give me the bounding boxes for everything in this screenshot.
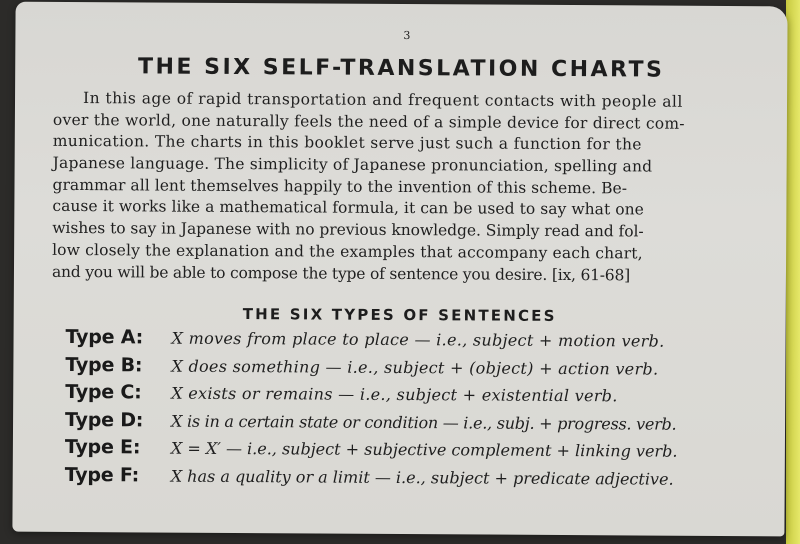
paragraph-line: grammar all lent themselves happily to the invention of this scheme. Be- [52,175,628,198]
intro-paragraph [52,88,771,288]
page-title: THE SIX SELF-TRANSLATION CHARTS [137,54,665,83]
type-label: Type D: [65,408,144,431]
type-row-e [65,436,785,468]
paragraph-line: wishes to say in Japanese with no previous knowledge. Simply read and fol- [52,219,644,241]
type-label: Type A: [65,325,144,349]
type-row-c [65,381,785,413]
section-subtitle: THE SIX TYPES OF SENTENCES [242,305,557,325]
type-description: X has a quality or a limit — i.e., subject + predicate adjective. [170,466,674,489]
paragraph-line: low closely the explanation and the examples that accompany each chart, [52,240,643,263]
type-label: Type E: [64,435,141,459]
background-yellow-object [786,0,800,544]
type-description: X does something — i.e., subject + (object) + action verb. [171,356,659,379]
sentence-types-list [65,326,786,495]
type-row-b [65,353,785,385]
type-label: Type B: [65,353,143,376]
type-label: Type F: [64,463,140,486]
type-row-a [65,326,785,358]
booklet-page [12,2,787,537]
paragraph-line: and you will be able to compose the type of sentence you desire. [ix, 61-68] [51,262,631,284]
type-description: X moves from place to place — i.e., subject + motion verb. [171,328,665,351]
type-description: X = X′ — i.e., subject + subjective complement + linking verb. [170,438,678,461]
paragraph-line: Japanese language. The simplicity of Japanese pronunciation, spelling and [52,153,653,176]
paragraph-line: over the world, one naturally feels the need of a simple device for direct com- [52,110,685,133]
paragraph-line: In this age of rapid transportation and frequent contacts with people all [82,89,683,111]
paragraph-line: cause it works like a mathematical formula, it can be used to say what one [52,197,644,219]
type-description: X is in a certain state or condition — i.e., subj. + progress. verb. [171,411,677,434]
type-label: Type C: [65,380,142,404]
type-description: X exists or remains — i.e., subject + existential verb. [171,383,618,406]
type-row-d [65,408,785,440]
paragraph-line: munication. The charts in this booklet serve just such a function for the [52,132,642,154]
type-row-f [65,463,785,495]
page-number: 3 [403,29,411,43]
